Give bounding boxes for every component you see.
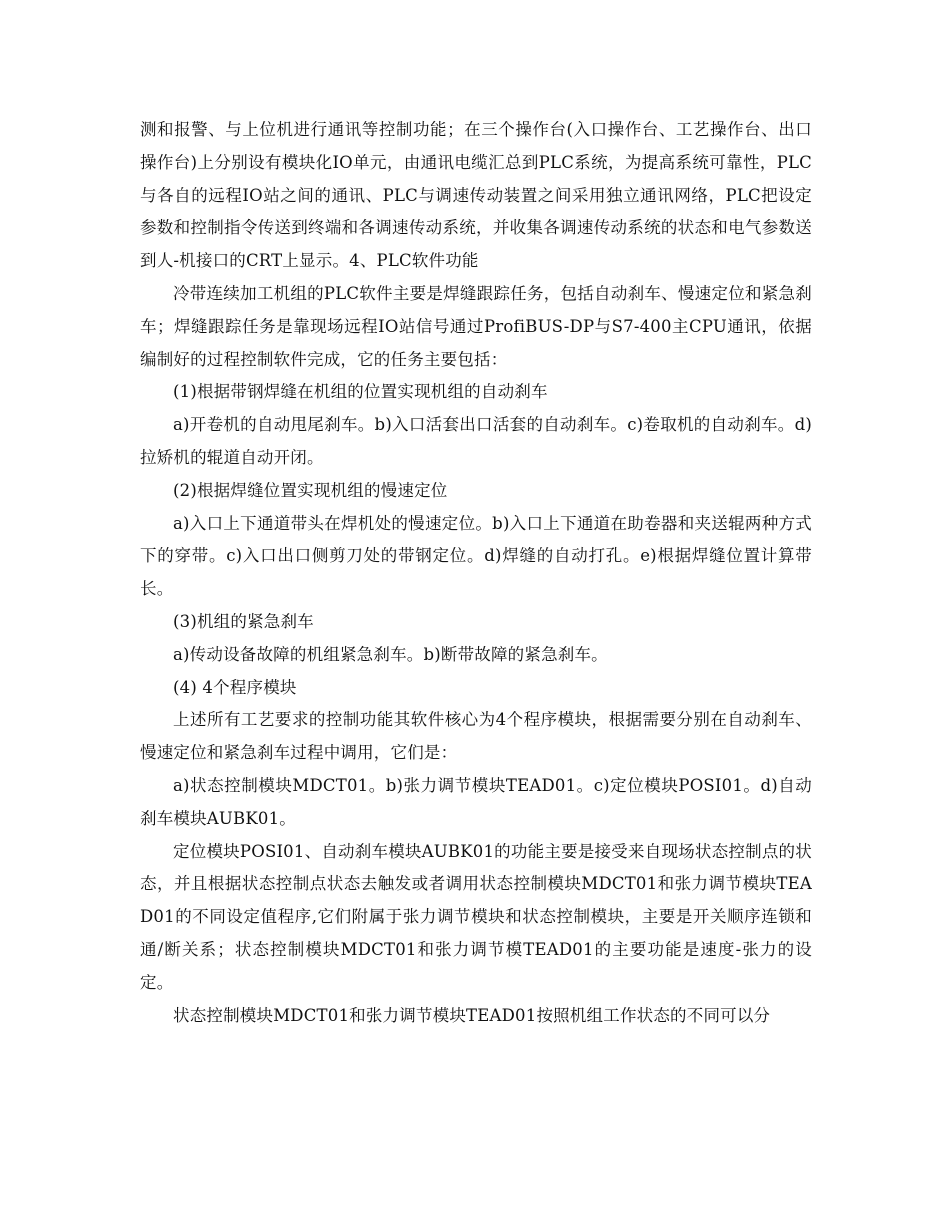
document-body [140, 114, 812, 1032]
paragraph-auto-brake-items: a)开卷机的自动甩尾刹车。b)入口活套出口活套的自动刹车。c)卷取机的自动刹车。d)拉矫机的辊道自动开闭。 [140, 415, 812, 467]
paragraph-module-functions: 定位模块POSI01、自动刹车模块AUBK01的功能主要是接受来自现场状态控制点的状态，并且根据状态控制点状态去触发或者调用状态控制模块MDCT01和张力调节模块TEAD01的不同设定值程序,它们附属于张力调节模块和状态控制模块，主要是开关顺序连锁和通/断关系；状态控制模块MDCT01和张力调节模TEAD01的主要功能是速度-张力的设定。 [140, 841, 812, 992]
paragraph-program-modules-list: a)状态控制模块MDCT01。b)张力调节模块TEAD01。c)定位模块POSI01。d)自动刹车模块AUBK01。 [140, 775, 812, 828]
paragraph-communication-network: 测和报警、与上位机进行通讯等控制功能；在三个操作台(入口操作台、工艺操作台、出口操作台)上分别设有模块化IO单元，由通讯电缆汇总到PLC系统，为提高系统可靠性，PLC与各自的远程IO站之间的通讯、PLC与调速传动装置之间采用独立通讯网络，PLC把设定参数和控制指令传送到终端和各调速传动系统，并收集各调速传动系统的状态和电气参数送到人-机接口的CRT上显示。4、PLC软件功能 [140, 120, 812, 271]
paragraph-heading-program-modules: (4) 4个程序模块 [173, 677, 297, 697]
paragraph-slow-positioning-items: a)入口上下通道带头在焊机处的慢速定位。b)入口上下通道在助卷器和夹送辊两种方式下的穿带。c)入口出口侧剪刀处的带钢定位。d)焊缝的自动打孔。e)根据焊缝位置计算带长。 [140, 513, 812, 599]
paragraph-plc-software-overview: 冷带连续加工机组的PLC软件主要是焊缝跟踪任务，包括自动刹车、慢速定位和紧急刹车；焊缝跟踪任务是靠现场远程IO站信号通过ProfiBUS-DP与S7-400主CPU通讯，依据编制好的过程控制软件完成，它的任务主要包括： [140, 283, 812, 369]
paragraph-program-modules-intro: 上述所有工艺要求的控制功能其软件核心为4个程序模块，根据需要分别在自动刹车、慢速定位和紧急刹车过程中调用，它们是： [140, 710, 812, 763]
paragraph-module-states: 状态控制模块MDCT01和张力调节模块TEAD01按照机组工作状态的不同可以分 [173, 1005, 771, 1025]
paragraph-heading-emergency-brake: (3)机组的紧急刹车 [173, 611, 314, 631]
paragraph-heading-slow-positioning: (2)根据焊缝位置实现机组的慢速定位 [173, 480, 448, 500]
paragraph-heading-auto-brake: (1)根据带钢焊缝在机组的位置实现机组的自动刹车 [173, 382, 548, 402]
paragraph-emergency-brake-items: a)传动设备故障的机组紧急刹车。b)断带故障的紧急刹车。 [173, 644, 608, 664]
